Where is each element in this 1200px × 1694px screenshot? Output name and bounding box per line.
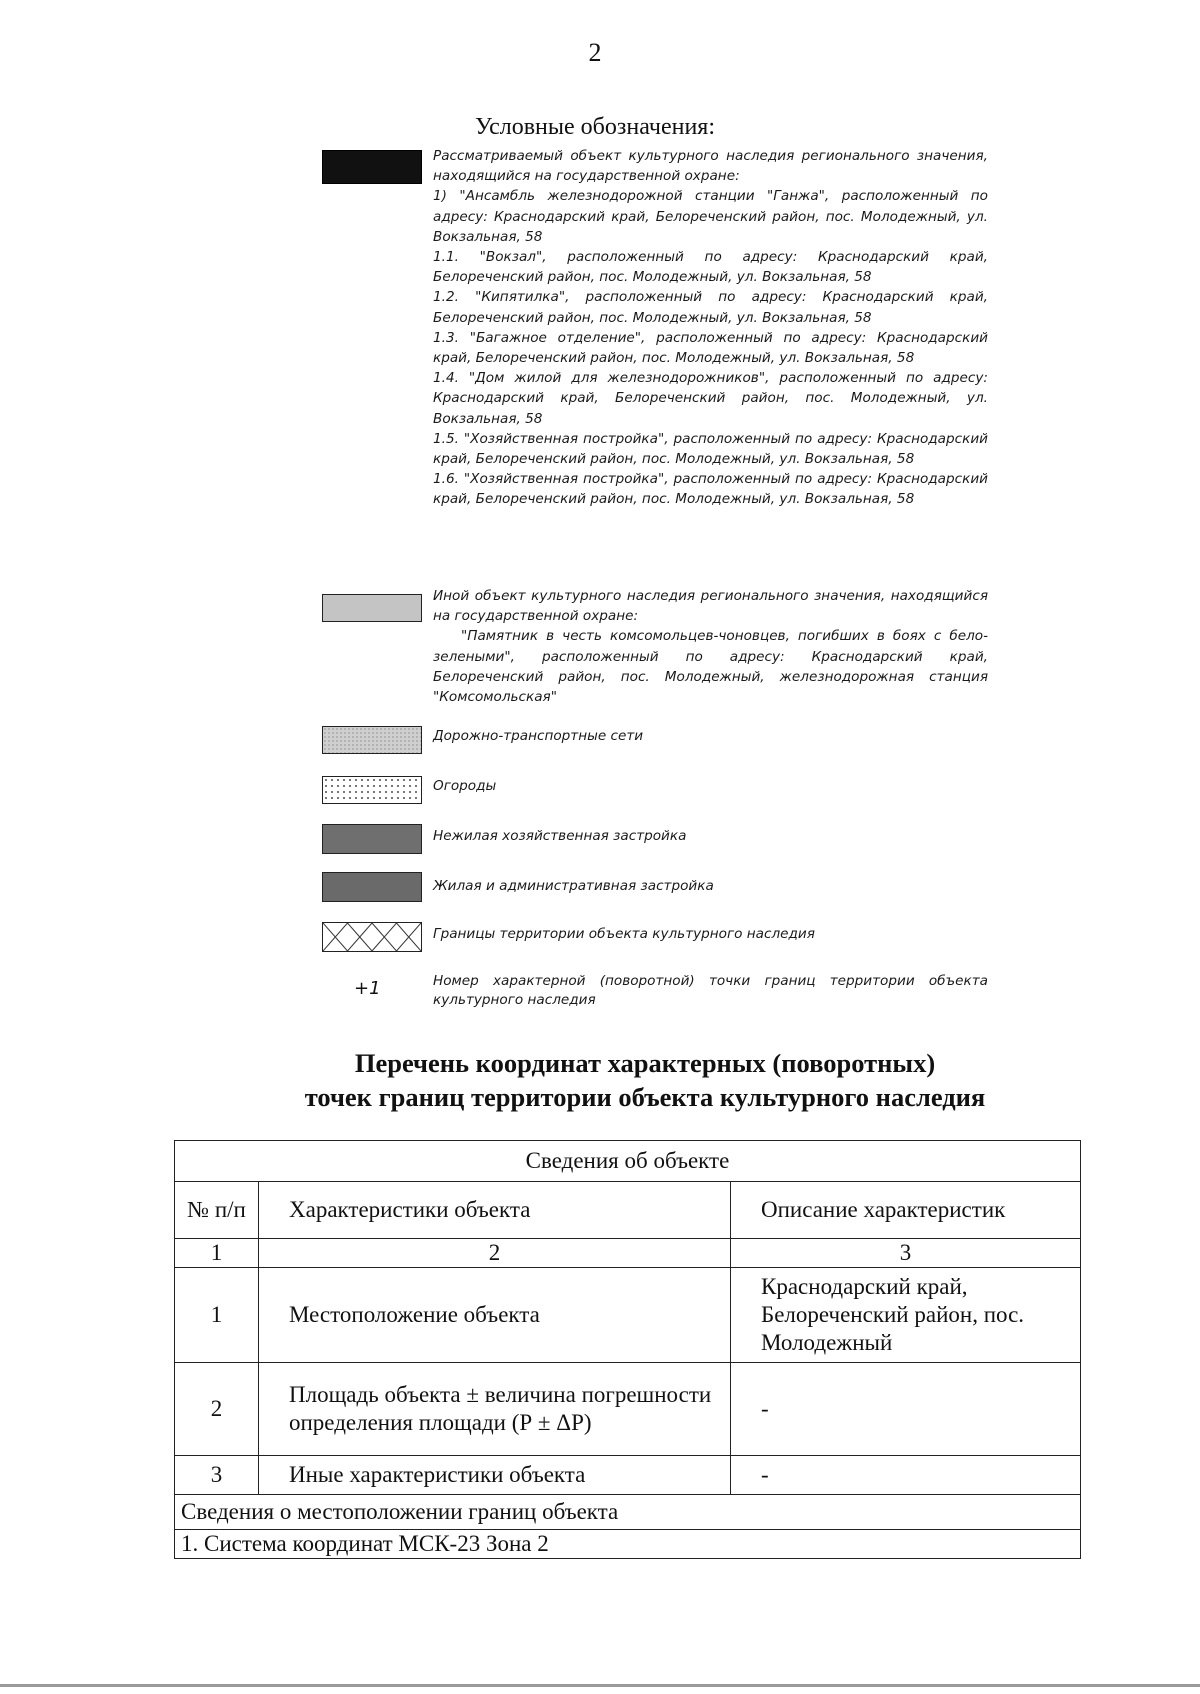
point-number-label: Номер характерной (поворотной) точки границ территории объекта культурного наследия bbox=[433, 973, 988, 1008]
col-characteristics-header: Характеристики объекта bbox=[259, 1182, 731, 1239]
description-cell: - bbox=[731, 1363, 1081, 1456]
location-section-title: Сведения о местоположении границ объекта bbox=[175, 1495, 1081, 1530]
section-title-cell: Сведения об объекте bbox=[175, 1141, 1081, 1182]
roads-swatch bbox=[322, 726, 422, 754]
object-paragraph: 1) "Ансамбль железнодорожной станции "Ганжа", расположенный по адресу: Краснодарский край, Белореченский район, пос. Молодежный, ул. Вокзальная, 58 bbox=[433, 188, 988, 245]
object-description bbox=[433, 146, 988, 510]
description-cell: Краснодарский край, Белореченский район, пос. Молодежный bbox=[731, 1268, 1081, 1363]
heading-line-1: Перечень координат характерных (поворотных) bbox=[354, 1048, 936, 1078]
crosshatch-pattern bbox=[323, 923, 421, 951]
point-number-symbol: +1 bbox=[354, 978, 381, 999]
other-object-description bbox=[433, 586, 988, 707]
other-object-paragraph: Иной объект культурного наследия регионального значения, находящийся на государственной охране: bbox=[433, 588, 988, 625]
heading-line-2: точек границ территории объекта культурного наследия bbox=[304, 1082, 986, 1112]
residential-swatch bbox=[322, 872, 422, 902]
col-index-cell: 2 bbox=[259, 1239, 731, 1268]
description-cell: - bbox=[731, 1456, 1081, 1495]
table-row bbox=[175, 1363, 1081, 1456]
object-paragraph: 1.6. "Хозяйственная постройка", расположенный по адресу: Краснодарский край, Белореченский район, пос. Молодежный, ул. Вокзальная, 58 bbox=[433, 471, 988, 508]
object-paragraph: 1.1. "Вокзал", расположенный по адресу: Краснодарский край, Белореченский район, пос. Молодежный, ул. Вокзальная, 58 bbox=[433, 249, 988, 286]
col-index-cell: 3 bbox=[731, 1239, 1081, 1268]
territory-border-label: Границы территории объекта культурного наследия bbox=[433, 926, 815, 942]
gardens-swatch bbox=[322, 776, 422, 804]
non-residential-label: Нежилая хозяйственная застройка bbox=[433, 828, 687, 844]
page-number: 2 bbox=[588, 38, 602, 67]
object-paragraph: 1.3. "Багажное отделение", расположенный по адресу: Краснодарский край, Белореченский район, пос. Молодежный, ул. Вокзальная, 58 bbox=[433, 329, 988, 367]
characteristic-cell: Иные характеристики объекта bbox=[259, 1456, 731, 1495]
row-number-cell: 3 bbox=[175, 1456, 259, 1495]
characteristic-cell: Площадь объекта ± величина погрешности определения площади (Р ± ΔР) bbox=[259, 1363, 731, 1456]
coordinate-system-cell: 1. Система координат МСК-23 Зона 2 bbox=[175, 1530, 1081, 1559]
table-row bbox=[175, 1456, 1081, 1495]
territory-border-swatch bbox=[322, 922, 422, 952]
col-index-cell: 1 bbox=[175, 1239, 259, 1268]
object-swatch bbox=[322, 150, 422, 184]
roads-label: Дорожно-транспортные сети bbox=[433, 728, 644, 744]
characteristic-cell: Местоположение объекта bbox=[259, 1268, 731, 1363]
row-number-cell: 1 bbox=[175, 1268, 259, 1363]
object-info-table bbox=[174, 1140, 1081, 1559]
table-row bbox=[175, 1268, 1081, 1363]
document-heading bbox=[0, 1046, 1200, 1114]
object-paragraph: Рассматриваемый объект культурного наследия регионального значения, находящийся на государственной охране: bbox=[433, 148, 988, 185]
object-paragraph: 1.4. "Дом жилой для железнодорожников", расположенный по адресу: Краснодарский край, Белореченский район, пос. Молодежный, ул. Вокзальная, 58 bbox=[433, 370, 988, 427]
object-paragraph: 1.5. "Хозяйственная постройка", расположенный по адресу: Краснодарский край, Белореченский район, пос. Молодежный, ул. Вокзальная, 58 bbox=[433, 430, 988, 468]
legend-title: Условные обозначения: bbox=[474, 114, 716, 140]
other-object-swatch bbox=[322, 594, 422, 622]
residential-label: Жилая и административная застройка bbox=[433, 878, 714, 894]
non-residential-swatch bbox=[322, 824, 422, 854]
col-description-header: Описание характеристик bbox=[731, 1182, 1081, 1239]
object-paragraph: 1.2. "Кипятилка", расположенный по адресу: Краснодарский край, Белореченский район, пос. Молодежный, ул. Вокзальная, 58 bbox=[433, 289, 988, 326]
row-number-cell: 2 bbox=[175, 1363, 259, 1456]
scan-edge-line bbox=[0, 1684, 1200, 1687]
gardens-label: Огороды bbox=[433, 778, 497, 794]
col-number-header: № п/п bbox=[175, 1182, 259, 1239]
other-object-paragraph: "Памятник в честь комсомольцев-чоновцев, погибших в боях с бело-зелеными", расположенный по адресу: Краснодарский край, Белореченский район, пос. Молодежный, железнодорожная станция "Комсомольская" bbox=[433, 628, 988, 706]
